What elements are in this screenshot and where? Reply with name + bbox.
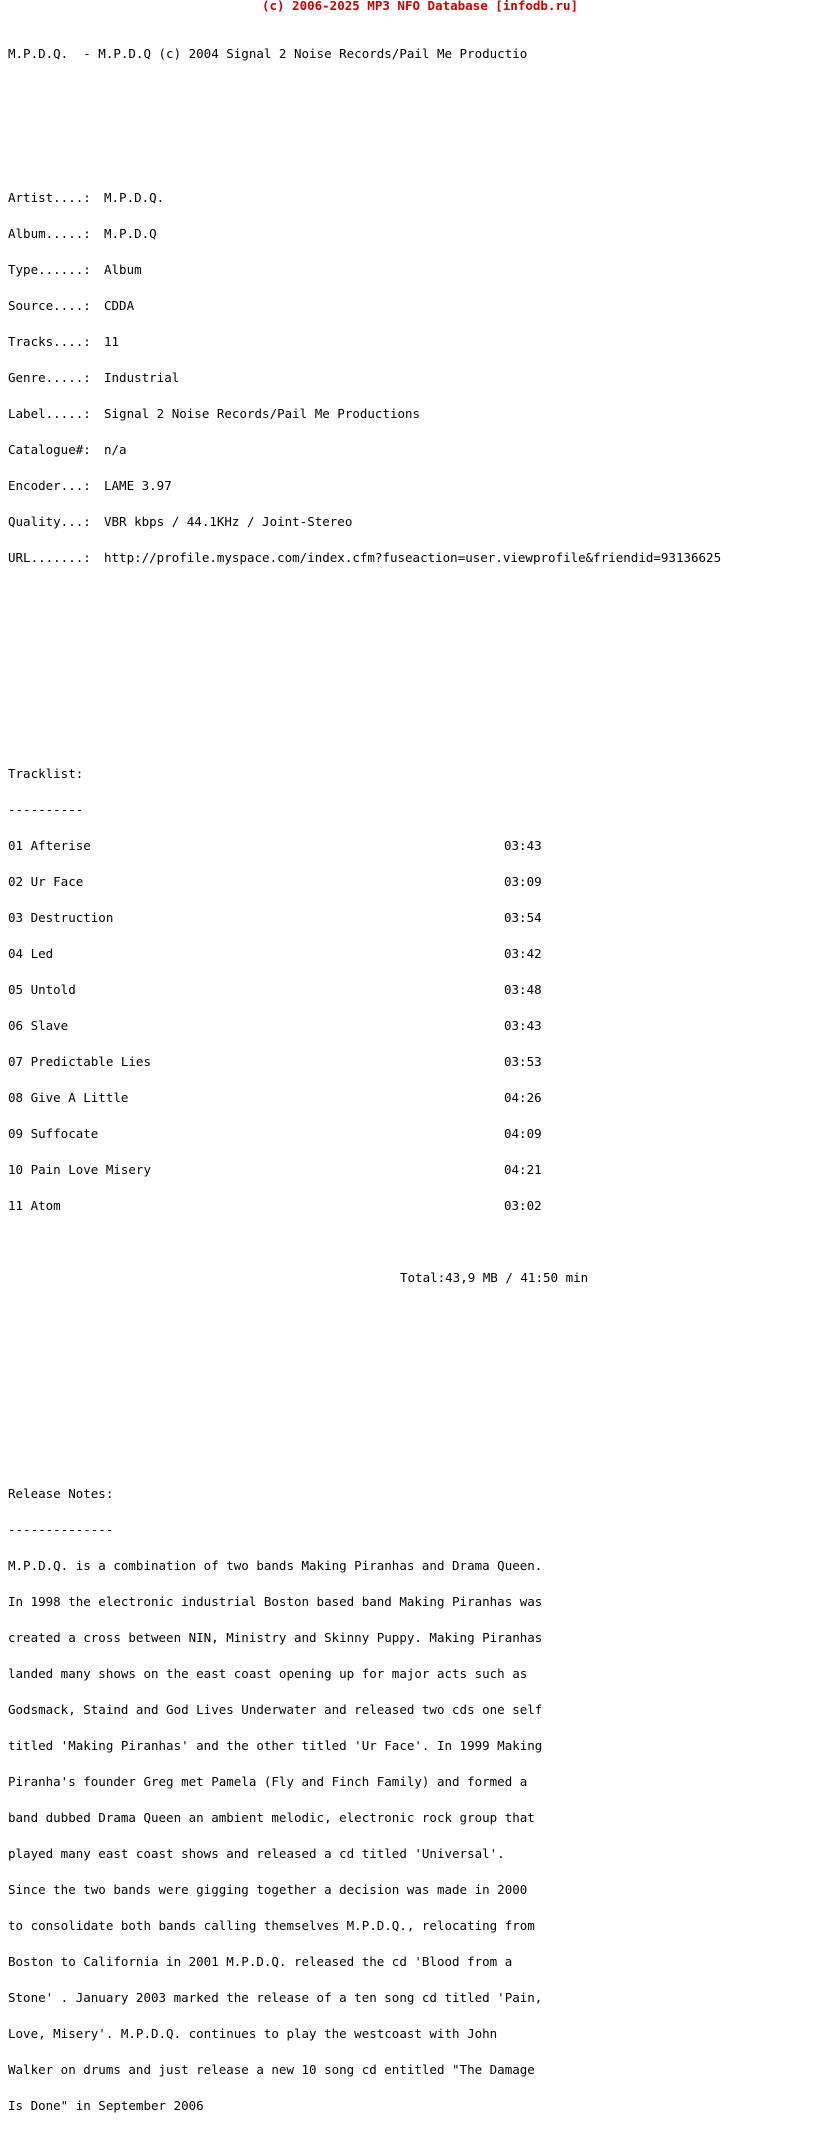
track-title: 04 Led [8, 946, 54, 961]
info-value: 11 [104, 334, 120, 349]
track-time: 03:02 [504, 1198, 542, 1213]
info-row-catalogue [8, 444, 838, 456]
release-notes-line: In 1998 the electronic industrial Boston based band Making Piranhas was [8, 1594, 543, 1609]
info-label: URL.......: [8, 550, 91, 565]
track-row [8, 1128, 838, 1140]
info-row-artist [8, 192, 838, 204]
track-title: 02 Ur Face [8, 874, 84, 889]
info-value: M.P.D.Q [104, 226, 157, 241]
track-time: 03:48 [504, 982, 542, 997]
release-notes-line: Piranha's founder Greg met Pamela (Fly and Finch Family) and formed a [8, 1774, 528, 1789]
release-notes-heading: Release Notes: [8, 1486, 114, 1501]
info-row-album [8, 228, 838, 240]
track-row [8, 1020, 838, 1032]
release-notes-line: Boston to California in 2001 M.P.D.Q. released the cd 'Blood from a [8, 1954, 513, 1969]
track-title: 08 Give A Little [8, 1090, 129, 1105]
blank-line [8, 1344, 838, 1356]
info-block [8, 168, 838, 588]
blank-line [8, 696, 838, 708]
nfo-text [8, 24, 838, 2148]
info-label: Genre.....: [8, 370, 91, 385]
track-title: 10 Pain Love Misery [8, 1162, 151, 1177]
release-notes-line: Godsmack, Staind and God Lives Underwater and released two cds one self [8, 1702, 543, 1717]
info-label: Catalogue#: [8, 442, 91, 457]
blank-line [8, 1380, 838, 1392]
info-row-genre [8, 372, 838, 384]
track-row [8, 912, 838, 924]
release-notes-line: played many east coast shows and released a cd titled 'Universal'. [8, 1846, 505, 1861]
info-label: Quality...: [8, 514, 91, 529]
track-row [8, 948, 838, 960]
nfo-header: M.P.D.Q. - M.P.D.Q (c) 2004 Signal 2 Noise Records/Pail Me Productio [8, 46, 528, 61]
info-value: Industrial [104, 370, 180, 385]
info-value: LAME 3.97 [104, 478, 172, 493]
track-title: 06 Slave [8, 1018, 69, 1033]
tracklist-heading: Tracklist: [8, 766, 84, 781]
track-title: 11 Atom [8, 1198, 61, 1213]
track-title: 01 Afterise [8, 838, 91, 853]
track-row [8, 840, 838, 852]
info-value: Signal 2 Noise Records/Pail Me Productions [104, 406, 421, 421]
release-notes-line: band dubbed Drama Queen an ambient melodic, electronic rock group that [8, 1810, 535, 1825]
track-row [8, 1092, 838, 1104]
release-notes-line: Is Done" in September 2006 [8, 2098, 204, 2113]
info-row-tracks [8, 336, 838, 348]
tracklist-underline: ---------- [8, 802, 84, 817]
release-notes-line: Since the two bands were gigging together a decision was made in 2000 [8, 1882, 528, 1897]
release-notes-line: titled 'Making Piranhas' and the other titled 'Ur Face'. In 1999 Making [8, 1738, 543, 1753]
blank-line [8, 120, 838, 132]
release-notes-line: to consolidate both bands calling themselves M.P.D.Q., relocating from [8, 1918, 535, 1933]
track-title: 05 Untold [8, 982, 76, 997]
blank-line [8, 660, 838, 672]
blank-line [8, 1236, 838, 1248]
release-notes-line: Stone' . January 2003 marked the release of a ten song cd titled 'Pain, [8, 1990, 543, 2005]
info-row-encoder [8, 480, 838, 492]
track-title: 09 Suffocate [8, 1126, 99, 1141]
info-row-type [8, 264, 838, 276]
release-notes-underline: -------------- [8, 1522, 114, 1537]
tracklist-block [8, 744, 838, 1308]
track-title: 07 Predictable Lies [8, 1054, 151, 1069]
track-row [8, 1164, 838, 1176]
track-time: 03:54 [504, 910, 542, 925]
info-label: Label.....: [8, 406, 91, 421]
track-time: 03:43 [504, 838, 542, 853]
track-row [8, 1200, 838, 1212]
release-notes-block [8, 1464, 838, 2136]
info-value: n/a [104, 442, 127, 457]
blank-line [8, 1416, 838, 1428]
release-notes-line: Love, Misery'. M.P.D.Q. continues to play the westcoast with John [8, 2026, 498, 2041]
info-value: VBR kbps / 44.1KHz / Joint-Stereo [104, 514, 353, 529]
track-time: 04:21 [504, 1162, 542, 1177]
track-row [8, 876, 838, 888]
info-label: Encoder...: [8, 478, 91, 493]
info-value: CDDA [104, 298, 135, 313]
track-row [8, 984, 838, 996]
track-time: 03:09 [504, 874, 542, 889]
tracklist-total: Total:43,9 MB / 41:50 min [400, 1270, 589, 1285]
track-time: 03:53 [504, 1054, 542, 1069]
info-label: Source....: [8, 298, 91, 313]
track-time: 03:42 [504, 946, 542, 961]
info-value: M.P.D.Q. [104, 190, 165, 205]
release-notes-line: Walker on drums and just release a new 10 song cd entitled "The Damage [8, 2062, 535, 2077]
track-time: 03:43 [504, 1018, 542, 1033]
release-notes-line: M.P.D.Q. is a combination of two bands Making Piranhas and Drama Queen. [8, 1558, 543, 1573]
blank-line [8, 84, 838, 96]
info-label: Tracks....: [8, 334, 91, 349]
release-notes-line: created a cross between NIN, Ministry and Skinny Puppy. Making Piranhas [8, 1630, 543, 1645]
blank-line [8, 624, 838, 636]
info-label: Type......: [8, 262, 91, 277]
info-label: Artist....: [8, 190, 91, 205]
info-row-url [8, 552, 838, 564]
info-value: Album [104, 262, 142, 277]
info-label: Album.....: [8, 226, 91, 241]
info-row-quality [8, 516, 838, 528]
info-value-url: http://profile.myspace.com/index.cfm?fuseaction=user.viewprofile&friendid=93136625 [104, 550, 722, 565]
track-row [8, 1056, 838, 1068]
copyright-banner: (c) 2006-2025 MP3 NFO Database [infodb.ru] [261, 0, 579, 13]
info-row-source [8, 300, 838, 312]
release-notes-line: landed many shows on the east coast opening up for major acts such as [8, 1666, 528, 1681]
track-time: 04:26 [504, 1090, 542, 1105]
track-time: 04:09 [504, 1126, 542, 1141]
info-row-label [8, 408, 838, 420]
track-title: 03 Destruction [8, 910, 114, 925]
